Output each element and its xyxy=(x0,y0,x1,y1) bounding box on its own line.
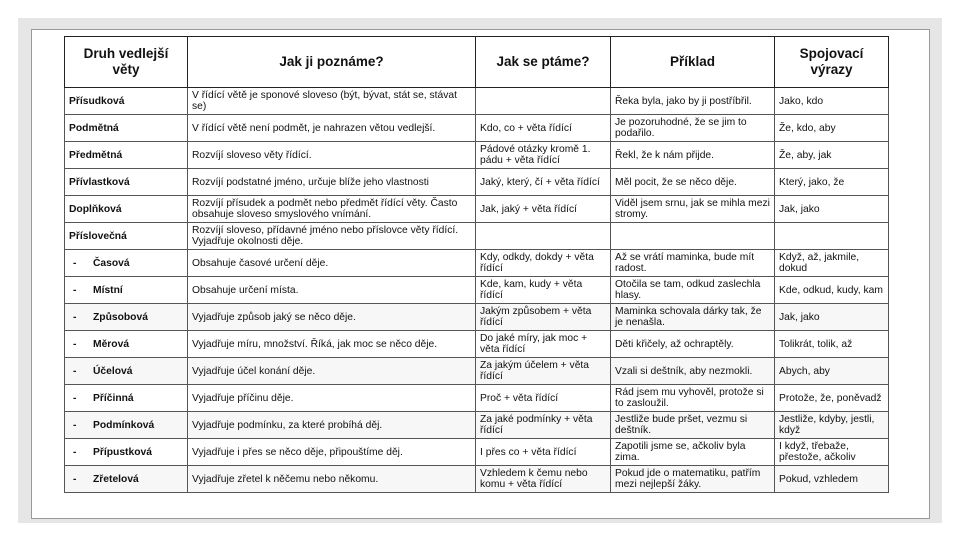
clause-recognize: Vyjadřuje zřetel k něčemu nebo někomu. xyxy=(188,466,476,493)
header-row xyxy=(65,37,889,88)
clause-type-label: Způsobová xyxy=(93,311,148,323)
clause-type: Podmětná xyxy=(65,115,188,142)
clause-conjunctions: Že, aby, jak xyxy=(775,142,889,169)
dash-marker: - xyxy=(73,419,77,431)
clause-recognize: Obsahuje časové určení děje. xyxy=(188,250,476,277)
dash-marker: - xyxy=(73,365,77,377)
clause-recognize: Vyjadřuje způsob jaký se něco děje. xyxy=(188,304,476,331)
table-subrow xyxy=(65,385,889,412)
clause-example: Měl pocit, že se něco děje. xyxy=(611,169,775,196)
clause-type xyxy=(65,277,188,304)
clause-ask: Do jaké míry, jak moc + věta řídící xyxy=(476,331,611,358)
clause-type xyxy=(65,358,188,385)
clause-recognize: Rozvíjí sloveso věty řídící. xyxy=(188,142,476,169)
clause-ask xyxy=(476,223,611,250)
clause-ask: Kdo, co + věta řídící xyxy=(476,115,611,142)
dash-marker: - xyxy=(73,446,77,458)
clause-conjunctions: Kde, odkud, kudy, kam xyxy=(775,277,889,304)
dash-marker: - xyxy=(73,473,77,485)
clause-conjunctions: Který, jako, že xyxy=(775,169,889,196)
clause-example: Zapotili jsme se, ačkoliv byla zima. xyxy=(611,439,775,466)
table-row xyxy=(65,115,889,142)
clause-ask: Jakým způsobem + věta řídící xyxy=(476,304,611,331)
clause-ask xyxy=(476,88,611,115)
clause-recognize: Vyjadřuje i přes se něco děje, připouštíme děj. xyxy=(188,439,476,466)
clause-type: Předmětná xyxy=(65,142,188,169)
clause-type-label: Přípustková xyxy=(93,446,152,458)
clause-example: Řekl, že k nám přijde. xyxy=(611,142,775,169)
clause-type xyxy=(65,466,188,493)
table-subrow xyxy=(65,277,889,304)
clause-type-label: Příčinná xyxy=(93,392,134,404)
clause-example: Rád jsem mu vyhověl, protože si to zasloužil. xyxy=(611,385,775,412)
clause-ask: Kde, kam, kudy + věta řídící xyxy=(476,277,611,304)
clause-conjunctions: Abych, aby xyxy=(775,358,889,385)
dash-marker: - xyxy=(73,311,77,323)
dash-marker: - xyxy=(73,392,77,404)
clause-type xyxy=(65,304,188,331)
clause-type: Příslovečná xyxy=(65,223,188,250)
clause-example: Až se vrátí maminka, bude mít radost. xyxy=(611,250,775,277)
clause-ask: Jak, jaký + věta řídící xyxy=(476,196,611,223)
clause-type xyxy=(65,412,188,439)
dash-marker: - xyxy=(73,338,77,350)
clause-ask: I přes co + věta řídící xyxy=(476,439,611,466)
clause-recognize: Vyjadřuje účel konání děje. xyxy=(188,358,476,385)
clause-ask: Pádové otázky kromě 1. pádu + věta řídící xyxy=(476,142,611,169)
clause-example: Řeka byla, jako by ji postříbřil. xyxy=(611,88,775,115)
header-ask: Jak se ptáme? xyxy=(476,37,611,88)
clause-ask: Proč + věta řídící xyxy=(476,385,611,412)
clause-recognize: Rozvíjí sloveso, přídavné jméno nebo příslovce věty řídící. Vyjadřuje okolnosti děje. xyxy=(188,223,476,250)
clause-conjunctions: Pokud, vzhledem xyxy=(775,466,889,493)
clause-recognize: Vyjadřuje příčinu děje. xyxy=(188,385,476,412)
clause-ask: Za jakým účelem + věta řídící xyxy=(476,358,611,385)
table-row xyxy=(65,169,889,196)
clause-ask: Jaký, který, čí + věta řídící xyxy=(476,169,611,196)
table-subrow xyxy=(65,304,889,331)
table-subrow xyxy=(65,331,889,358)
table-row xyxy=(65,88,889,115)
clause-type xyxy=(65,331,188,358)
clause-type: Doplňková xyxy=(65,196,188,223)
clause-conjunctions: Jestliže, kdyby, jestli, když xyxy=(775,412,889,439)
table-row xyxy=(65,196,889,223)
table-subrow xyxy=(65,439,889,466)
clause-recognize: V řídící větě není podmět, je nahrazen větou vedlejší. xyxy=(188,115,476,142)
clause-type xyxy=(65,385,188,412)
clause-type: Přívlastková xyxy=(65,169,188,196)
clause-type-label: Časová xyxy=(93,257,130,269)
clause-conjunctions: Jak, jako xyxy=(775,304,889,331)
clause-recognize: Vyjadřuje podmínku, za které probíhá děj. xyxy=(188,412,476,439)
header-conjunctions: Spojovací výrazy xyxy=(775,37,889,88)
clause-conjunctions xyxy=(775,223,889,250)
table-row xyxy=(65,142,889,169)
clause-type-label: Měrová xyxy=(93,338,130,350)
clause-recognize: Vyjadřuje míru, množství. Říká, jak moc se něco děje. xyxy=(188,331,476,358)
clause-conjunctions: Jako, kdo xyxy=(775,88,889,115)
header-recognize: Jak ji poznáme? xyxy=(188,37,476,88)
dash-marker: - xyxy=(73,257,77,269)
clause-example: Otočila se tam, odkud zaslechla hlasy. xyxy=(611,277,775,304)
clause-example: Je pozoruhodné, že se jim to podařilo. xyxy=(611,115,775,142)
clause-type-label: Účelová xyxy=(93,365,133,377)
dash-marker: - xyxy=(73,284,77,296)
clause-type-label: Podmínková xyxy=(93,419,155,431)
clause-conjunctions: Když, až, jakmile, dokud xyxy=(775,250,889,277)
clause-conjunctions: I když, třebaže, přestože, ačkoliv xyxy=(775,439,889,466)
header-example: Příklad xyxy=(611,37,775,88)
table-subrow xyxy=(65,466,889,493)
clause-example: Viděl jsem srnu, jak se mihla mezi stromy. xyxy=(611,196,775,223)
clause-ask: Za jaké podmínky + věta řídící xyxy=(476,412,611,439)
clause-example: Jestliže bude pršet, vezmu si deštník. xyxy=(611,412,775,439)
clause-type xyxy=(65,439,188,466)
table-subrow xyxy=(65,250,889,277)
clause-example: Děti křičely, až ochraptěly. xyxy=(611,331,775,358)
clauses-table xyxy=(64,36,889,493)
clause-recognize: V řídící větě je sponové sloveso (být, bývat, stát se, stávat se) xyxy=(188,88,476,115)
table-row xyxy=(65,223,889,250)
table-subrow xyxy=(65,358,889,385)
clause-recognize: Obsahuje určení místa. xyxy=(188,277,476,304)
clause-conjunctions: Že, kdo, aby xyxy=(775,115,889,142)
clause-ask: Kdy, odkdy, dokdy + věta řídící xyxy=(476,250,611,277)
clause-conjunctions: Tolikrát, tolik, až xyxy=(775,331,889,358)
clause-type xyxy=(65,250,188,277)
clause-type-label: Místní xyxy=(93,284,123,296)
clause-conjunctions: Jak, jako xyxy=(775,196,889,223)
clause-example: Pokud jde o matematiku, patřím mezi nejlepší žáky. xyxy=(611,466,775,493)
clause-example xyxy=(611,223,775,250)
clause-ask: Vzhledem k čemu nebo komu + věta řídící xyxy=(476,466,611,493)
clause-example: Maminka schovala dárky tak, že je nenašla. xyxy=(611,304,775,331)
clause-type-label: Zřetelová xyxy=(93,473,139,485)
clause-type: Přísudková xyxy=(65,88,188,115)
clause-recognize: Rozvíjí přísudek a podmět nebo předmět řídící věty. Často obsahuje sloveso smyslového vnímání. xyxy=(188,196,476,223)
clause-example: Vzali si deštník, aby nezmokli. xyxy=(611,358,775,385)
table-subrow xyxy=(65,412,889,439)
header-type: Druh vedlejší věty xyxy=(65,37,188,88)
clause-recognize: Rozvíjí podstatné jméno, určuje blíže jeho vlastnosti xyxy=(188,169,476,196)
clause-conjunctions: Protože, že, poněvadž xyxy=(775,385,889,412)
